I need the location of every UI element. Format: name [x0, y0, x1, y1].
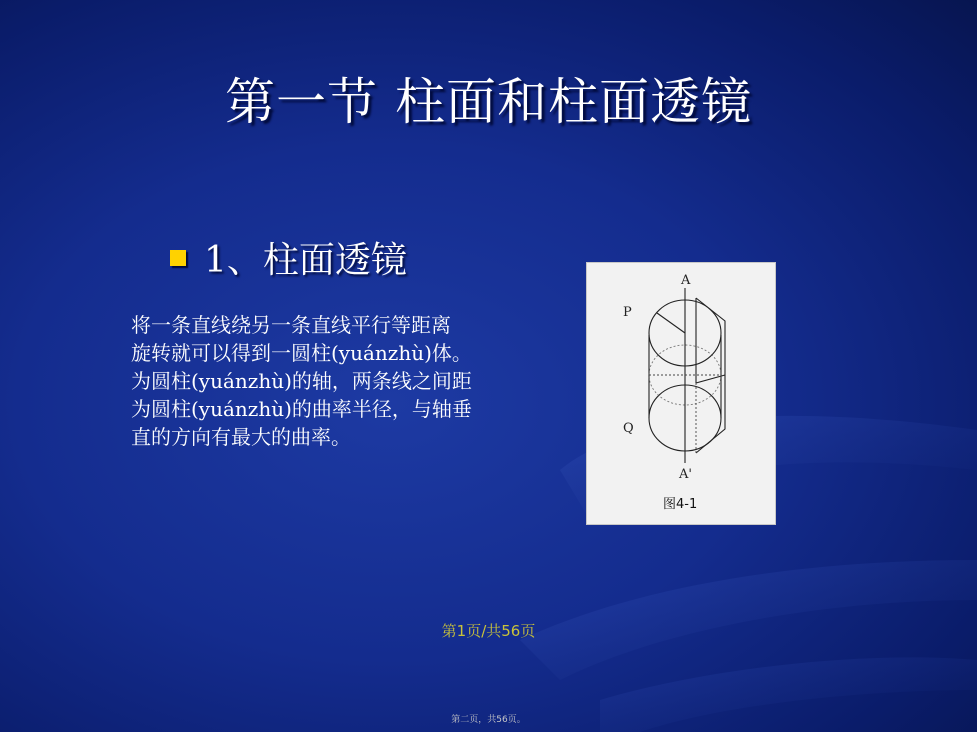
label-p: P [623, 305, 632, 320]
page-footer: 第二页，共56页。 [451, 715, 526, 725]
bullet-square-icon [170, 250, 186, 266]
figure-caption: 图4-1 [663, 497, 698, 512]
body-line: 直的方向有最大的曲率。 [131, 425, 351, 449]
page-number: 第1页/共56页 [441, 622, 536, 640]
label-a: A [681, 273, 691, 288]
body-line: 旋转就可以得到一圆柱(yuánzhù)体。 [131, 341, 472, 365]
cylinder-figure [586, 262, 776, 525]
bullet-text: 1、柱面透镜 [204, 240, 407, 281]
label-a-prime: A' [679, 467, 692, 482]
cylinder-drawing [587, 263, 775, 524]
body-line: 为圆柱(yuánzhù)的轴，两条线之间距 [131, 369, 472, 393]
body-line: 为圆柱(yuánzhù)的曲率半径，与轴垂 [131, 397, 472, 421]
body-line: 将一条直线绕另一条直线平行等距离 [131, 313, 451, 337]
label-q: Q [623, 421, 634, 436]
body-paragraph [131, 311, 531, 451]
slide-title: 第一节 柱面和柱面透镜 [225, 73, 752, 131]
bullet-item [170, 232, 407, 283]
